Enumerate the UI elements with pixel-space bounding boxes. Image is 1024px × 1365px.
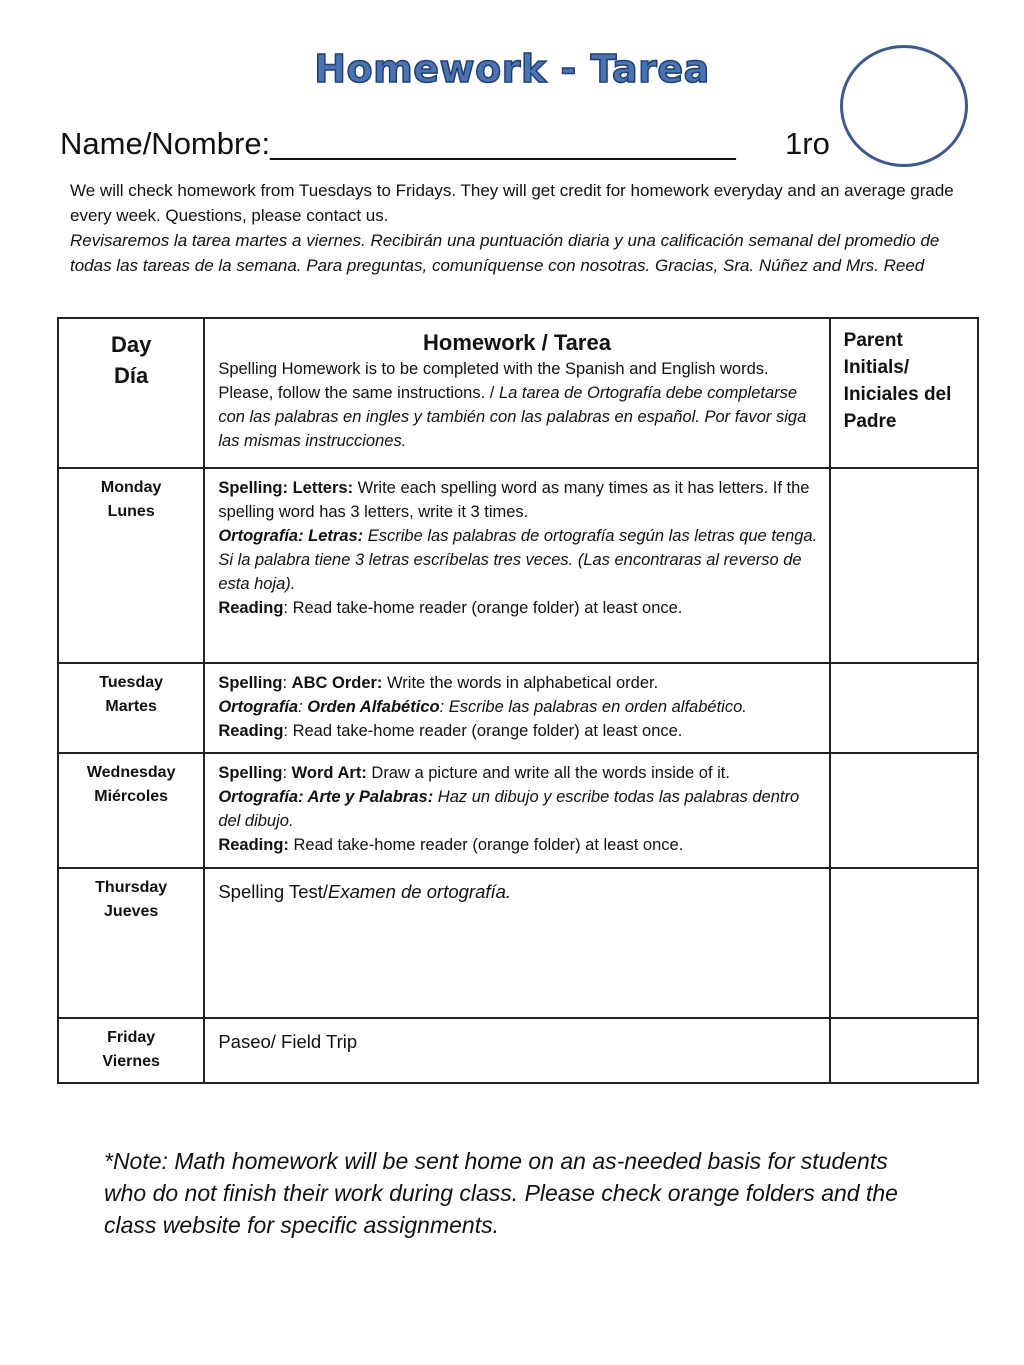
spelling-line	[218, 476, 818, 524]
spelling-label: Spelling	[218, 764, 283, 782]
grade-circle	[840, 45, 968, 167]
reading-label: Reading	[218, 599, 284, 617]
day-cell-monday	[58, 468, 204, 663]
task-line: Paseo/ Field Trip	[218, 1031, 358, 1052]
task-cell-tuesday	[204, 663, 829, 753]
reading-line	[218, 719, 818, 743]
ortografia-label-sub: Orden Alfabético	[307, 698, 440, 716]
table-row	[58, 468, 978, 663]
table-row	[58, 753, 978, 868]
ortografia-line	[218, 524, 818, 596]
parent-initials-cell[interactable]	[830, 663, 978, 753]
spelling-text: Write each spelling word as many times as it has letters. If the spelling word has 3 letters, write it 3 times.	[218, 479, 810, 521]
header-day-en: Day	[110, 332, 152, 357]
spelling-sep: :	[282, 764, 292, 782]
day-en: Wednesday	[86, 764, 176, 781]
parent-initials-cell[interactable]	[830, 868, 978, 1018]
ortografia-line	[218, 785, 818, 833]
parent-initials-cell[interactable]	[830, 753, 978, 868]
day-en: Monday	[100, 479, 162, 496]
day-en: Friday	[107, 1029, 156, 1046]
spelling-label-sub: ABC Order:	[291, 674, 383, 692]
ortografia-sep: :	[298, 698, 308, 716]
name-blank: ___________________________	[270, 126, 736, 161]
day-es: Viernes	[102, 1053, 160, 1070]
header-parent-initials: Parent Initials/ Iniciales del Padre	[830, 318, 978, 468]
reading-text: Read take-home reader (orange folder) at least once.	[288, 836, 684, 854]
ortografia-label: Ortografía: Letras:	[218, 527, 364, 545]
reading-text: : Read take-home reader (orange folder) at least once.	[283, 722, 683, 740]
reading-label: Reading:	[218, 836, 289, 854]
name-field	[60, 124, 736, 164]
page-title: Homework - Tarea	[314, 47, 710, 91]
spelling-line	[218, 671, 818, 695]
parent-initials-cell[interactable]	[830, 1018, 978, 1083]
header-desc-spanish: La tarea de Ortografía debe completarse con las palabras en ingles y también con las palabras en español. Por favor siga las mismas instrucciones.	[218, 384, 807, 450]
task-spanish: Examen de ortografía.	[328, 881, 512, 902]
day-en: Tuesday	[99, 674, 164, 691]
parent-initials-cell[interactable]	[830, 468, 978, 663]
task-line	[218, 876, 818, 906]
day-es: Martes	[105, 698, 157, 715]
intro-spanish: Revisaremos la tarea martes a viernes. Recibirán una puntuación diaria y una calificación semanal del promedio de todas las tareas de la semana. Para preguntas, comuníquense con nosotras. Gracias, Sra. Núñez and Mrs. Reed	[70, 231, 940, 275]
day-es: Jueves	[104, 903, 159, 920]
header-day	[58, 318, 204, 468]
header-desc-english: Spelling Homework is to be completed with the Spanish and English words. Please, follow the same instructions. /	[218, 360, 769, 402]
ortografia-text: Escribe las palabras de ortografía según las letras que tenga. Si la palabra tiene 3 letras escríbelas tres veces. (Las encontraras al reverso de esta hoja).	[218, 527, 818, 593]
math-note: *Note: Math homework will be sent home on an as-needed basis for students who do not finish their work during class. Please check orange folders and the class website for specific assignments.	[104, 1148, 898, 1238]
ortografia-label: Ortografía	[218, 698, 299, 716]
reading-text: : Read take-home reader (orange folder) at least once.	[283, 599, 683, 617]
grade-label: 1ro	[785, 126, 830, 161]
day-cell-wednesday	[58, 753, 204, 868]
day-cell-thursday	[58, 868, 204, 1018]
ortografia-text: Haz un dibujo y escribe todas las palabras dentro del dibujo.	[218, 788, 800, 830]
day-es: Miércoles	[94, 788, 169, 805]
ortografia-line	[218, 695, 818, 719]
spelling-label: Spelling	[218, 674, 283, 692]
table-row	[58, 663, 978, 753]
homework-table	[57, 317, 979, 1084]
header-homework	[204, 318, 829, 468]
table-row	[58, 868, 978, 1018]
reading-line	[218, 596, 818, 620]
spelling-sep: :	[282, 674, 292, 692]
day-es: Lunes	[107, 503, 155, 520]
spelling-text: Draw a picture and write all the words inside of it.	[366, 764, 730, 782]
header-homework-title: Homework / Tarea	[423, 330, 611, 355]
spelling-label-sub: Word Art:	[291, 764, 367, 782]
task-cell-friday	[204, 1018, 829, 1083]
spelling-line	[218, 761, 818, 785]
day-cell-tuesday	[58, 663, 204, 753]
name-label: Name/Nombre:	[60, 126, 271, 161]
header-homework-desc	[205, 357, 828, 465]
day-en: Thursday	[95, 879, 168, 896]
task-cell-wednesday	[204, 753, 829, 868]
task-english: Spelling Test/	[218, 881, 329, 902]
task-cell-monday	[204, 468, 829, 663]
table-row	[58, 1018, 978, 1083]
spelling-text: Write the words in alphabetical order.	[382, 674, 659, 692]
reading-line	[218, 833, 818, 857]
header-day-es: Día	[114, 363, 149, 388]
ortografia-label: Ortografía: Arte y Palabras:	[218, 788, 434, 806]
reading-label: Reading	[218, 722, 284, 740]
ortografia-text: : Escribe las palabras en orden alfabético.	[439, 698, 747, 716]
table-header-row	[58, 318, 978, 468]
spelling-label: Spelling: Letters:	[218, 479, 354, 497]
intro-text	[70, 178, 960, 278]
day-cell-friday	[58, 1018, 204, 1083]
intro-english: We will check homework from Tuesdays to Fridays. They will get credit for homework everyday and an average grade every week. Questions, please contact us.	[70, 181, 954, 225]
task-cell-thursday	[204, 868, 829, 1018]
